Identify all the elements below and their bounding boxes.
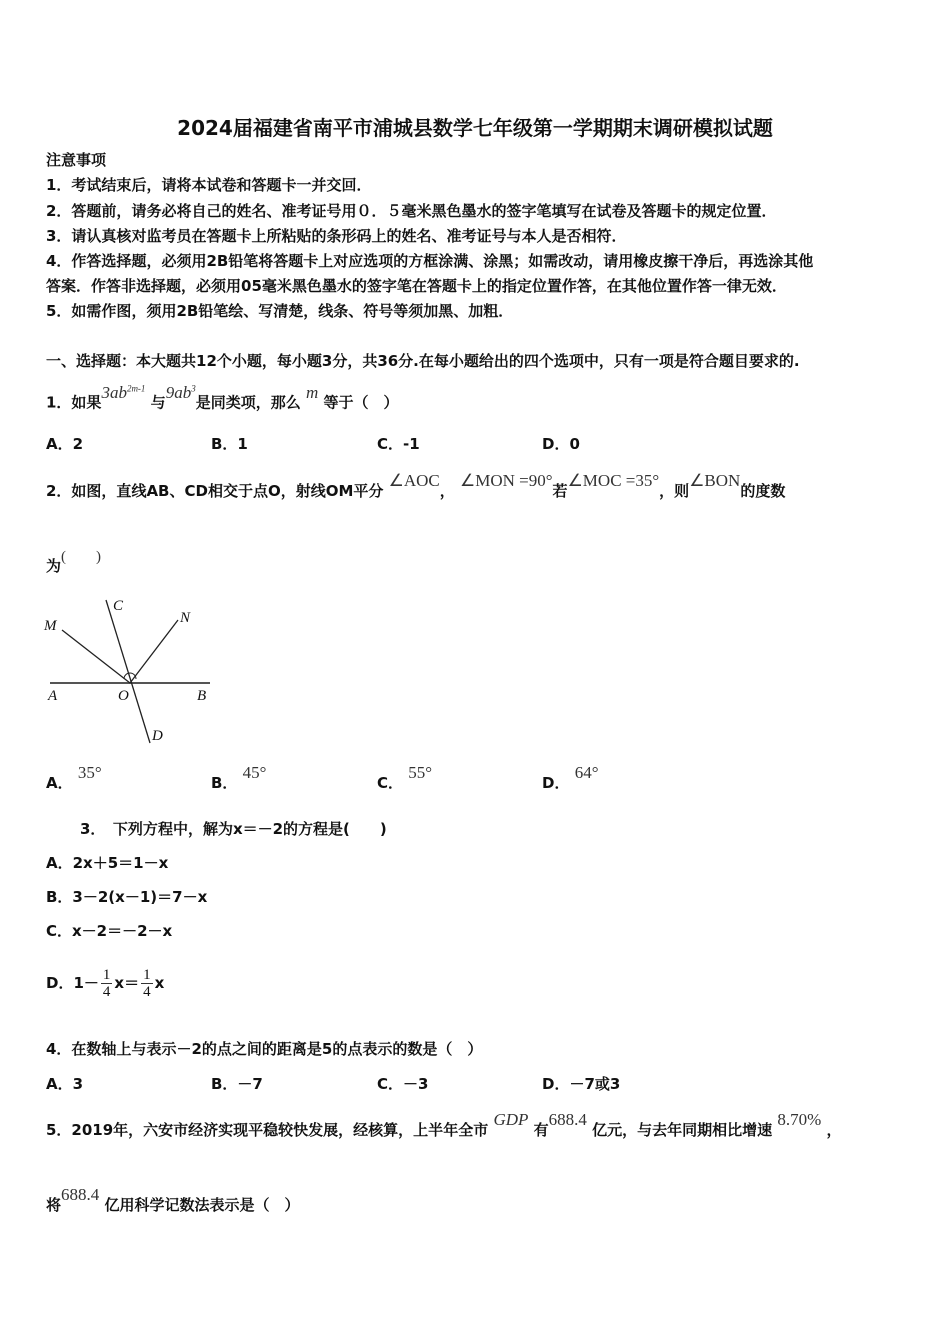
- question-3: 3． 下列方程中，解为x＝－2的方程是( ): [80, 820, 387, 838]
- geometry-figure: [40, 590, 240, 750]
- notice-item: 3．请认真核对监考员在答题卡上所粘贴的条形码上的姓名、准考证号与本人是否相符．: [46, 227, 627, 245]
- label-n: N: [180, 610, 191, 626]
- question-5: 5．2019年，六安市经济实现平稳较快发展，经核算，上半年全市 GDP 有688.4 亿元，与去年同期相比增速 8.70% ，: [46, 1110, 842, 1139]
- question-5-cont: 将688.4 亿用科学记数法表示是（ ）: [46, 1185, 300, 1214]
- option-c: C． 55°: [377, 763, 433, 792]
- label-b: B: [197, 688, 207, 704]
- q2-math: ∠MOC =35°: [567, 471, 660, 490]
- line-cd: [106, 600, 150, 743]
- ray-on: [130, 620, 178, 683]
- question-1: [46, 382, 399, 413]
- label-m: M: [44, 618, 57, 634]
- q1-text: 等于（ ）: [323, 393, 399, 412]
- q1-math-1: $3ab^{2m-1}$: [101, 382, 146, 402]
- fraction: $\frac{1}{4}$: [102, 967, 111, 1000]
- notice-item: 1．考试结束后，请将本试卷和答题卡一并交回．: [46, 176, 372, 194]
- fraction: $\frac{1}{4}$: [143, 967, 151, 1000]
- label-c: C: [113, 598, 124, 614]
- notice-heading: 注意事项: [46, 151, 107, 169]
- option-b: B．－7: [211, 1075, 263, 1093]
- question-4: 4．在数轴上与表示－2的点之间的距离是5的点表示的数是（ ）: [46, 1040, 483, 1058]
- q1-text: 与: [150, 393, 166, 412]
- question-2-cont: 为( ): [46, 549, 102, 575]
- notice-item: 4．作答选择题，必须用2B铅笔将答题卡上对应选项的方框涂满、涂黑；如需改动，请用橡皮擦干净后，再选涂其他: [46, 252, 814, 270]
- label-a: A: [48, 688, 58, 704]
- notice-item: 5．如需作图，须用2B铅笔绘、写清楚，线条、符号等须加黑、加粗．: [46, 302, 514, 320]
- option-d: D． 64°: [542, 763, 599, 792]
- section-heading: 一、选择题：本大题共12个小题，每小题3分，共36分.在每小题给出的四个选项中，只有一项是符合题目要求的.: [46, 352, 800, 370]
- q1-text: 1．如果: [46, 393, 102, 412]
- option-a: A． 35°: [46, 763, 102, 792]
- option-b: B． 45°: [211, 763, 267, 792]
- notice-item: 2．答题前，请务必将自己的姓名、准考证号用０．５毫米黑色墨水的签字笔填写在试卷及答题卡的规定位置．: [46, 202, 777, 220]
- option-a: A．2: [46, 435, 84, 453]
- q1-text: 是同类项，那么: [195, 393, 301, 412]
- option-a: A．2x＋5＝1－x: [46, 854, 169, 872]
- label-o: O: [118, 688, 129, 704]
- notice-item: 答案．作答非选择题，必须用05毫米黑色墨水的签字笔在答题卡上的指定位置作答，在其他位置作答一律无效．: [46, 277, 787, 295]
- option-d: D．1－ $\frac{1}{4}$ x＝ $\frac{1}{4}$ x: [46, 967, 165, 1000]
- option-c: C．-1: [377, 435, 420, 453]
- option-a: A．3: [46, 1075, 84, 1093]
- option-c: C．－3: [377, 1075, 429, 1093]
- question-2: 2．如图，直线AB、CD相交于点O，射线OM平分 ∠AOC， ∠MON =90°若∠MOC =35°，则∠BON的度数: [46, 471, 786, 500]
- option-c: C．x－2＝－2－x: [46, 922, 173, 940]
- page-title: 2024届福建省南平市浦城县数学七年级第一学期期末调研模拟试题: [177, 116, 773, 140]
- label-d: D: [152, 728, 163, 744]
- q1-math-3: m: [305, 382, 319, 402]
- option-b: B．1: [211, 435, 248, 453]
- option-b: B．3－2(x－1)＝7－x: [46, 888, 208, 906]
- ray-om: [62, 630, 130, 683]
- option-d: D．－7或3: [542, 1075, 621, 1093]
- q2-math: ∠AOC: [388, 471, 440, 490]
- q2-math: ∠BON: [689, 471, 741, 490]
- q2-math: ∠MON =90°: [460, 471, 553, 490]
- option-d: D．0: [542, 435, 580, 453]
- q1-math-2: $9ab^3$: [165, 382, 196, 402]
